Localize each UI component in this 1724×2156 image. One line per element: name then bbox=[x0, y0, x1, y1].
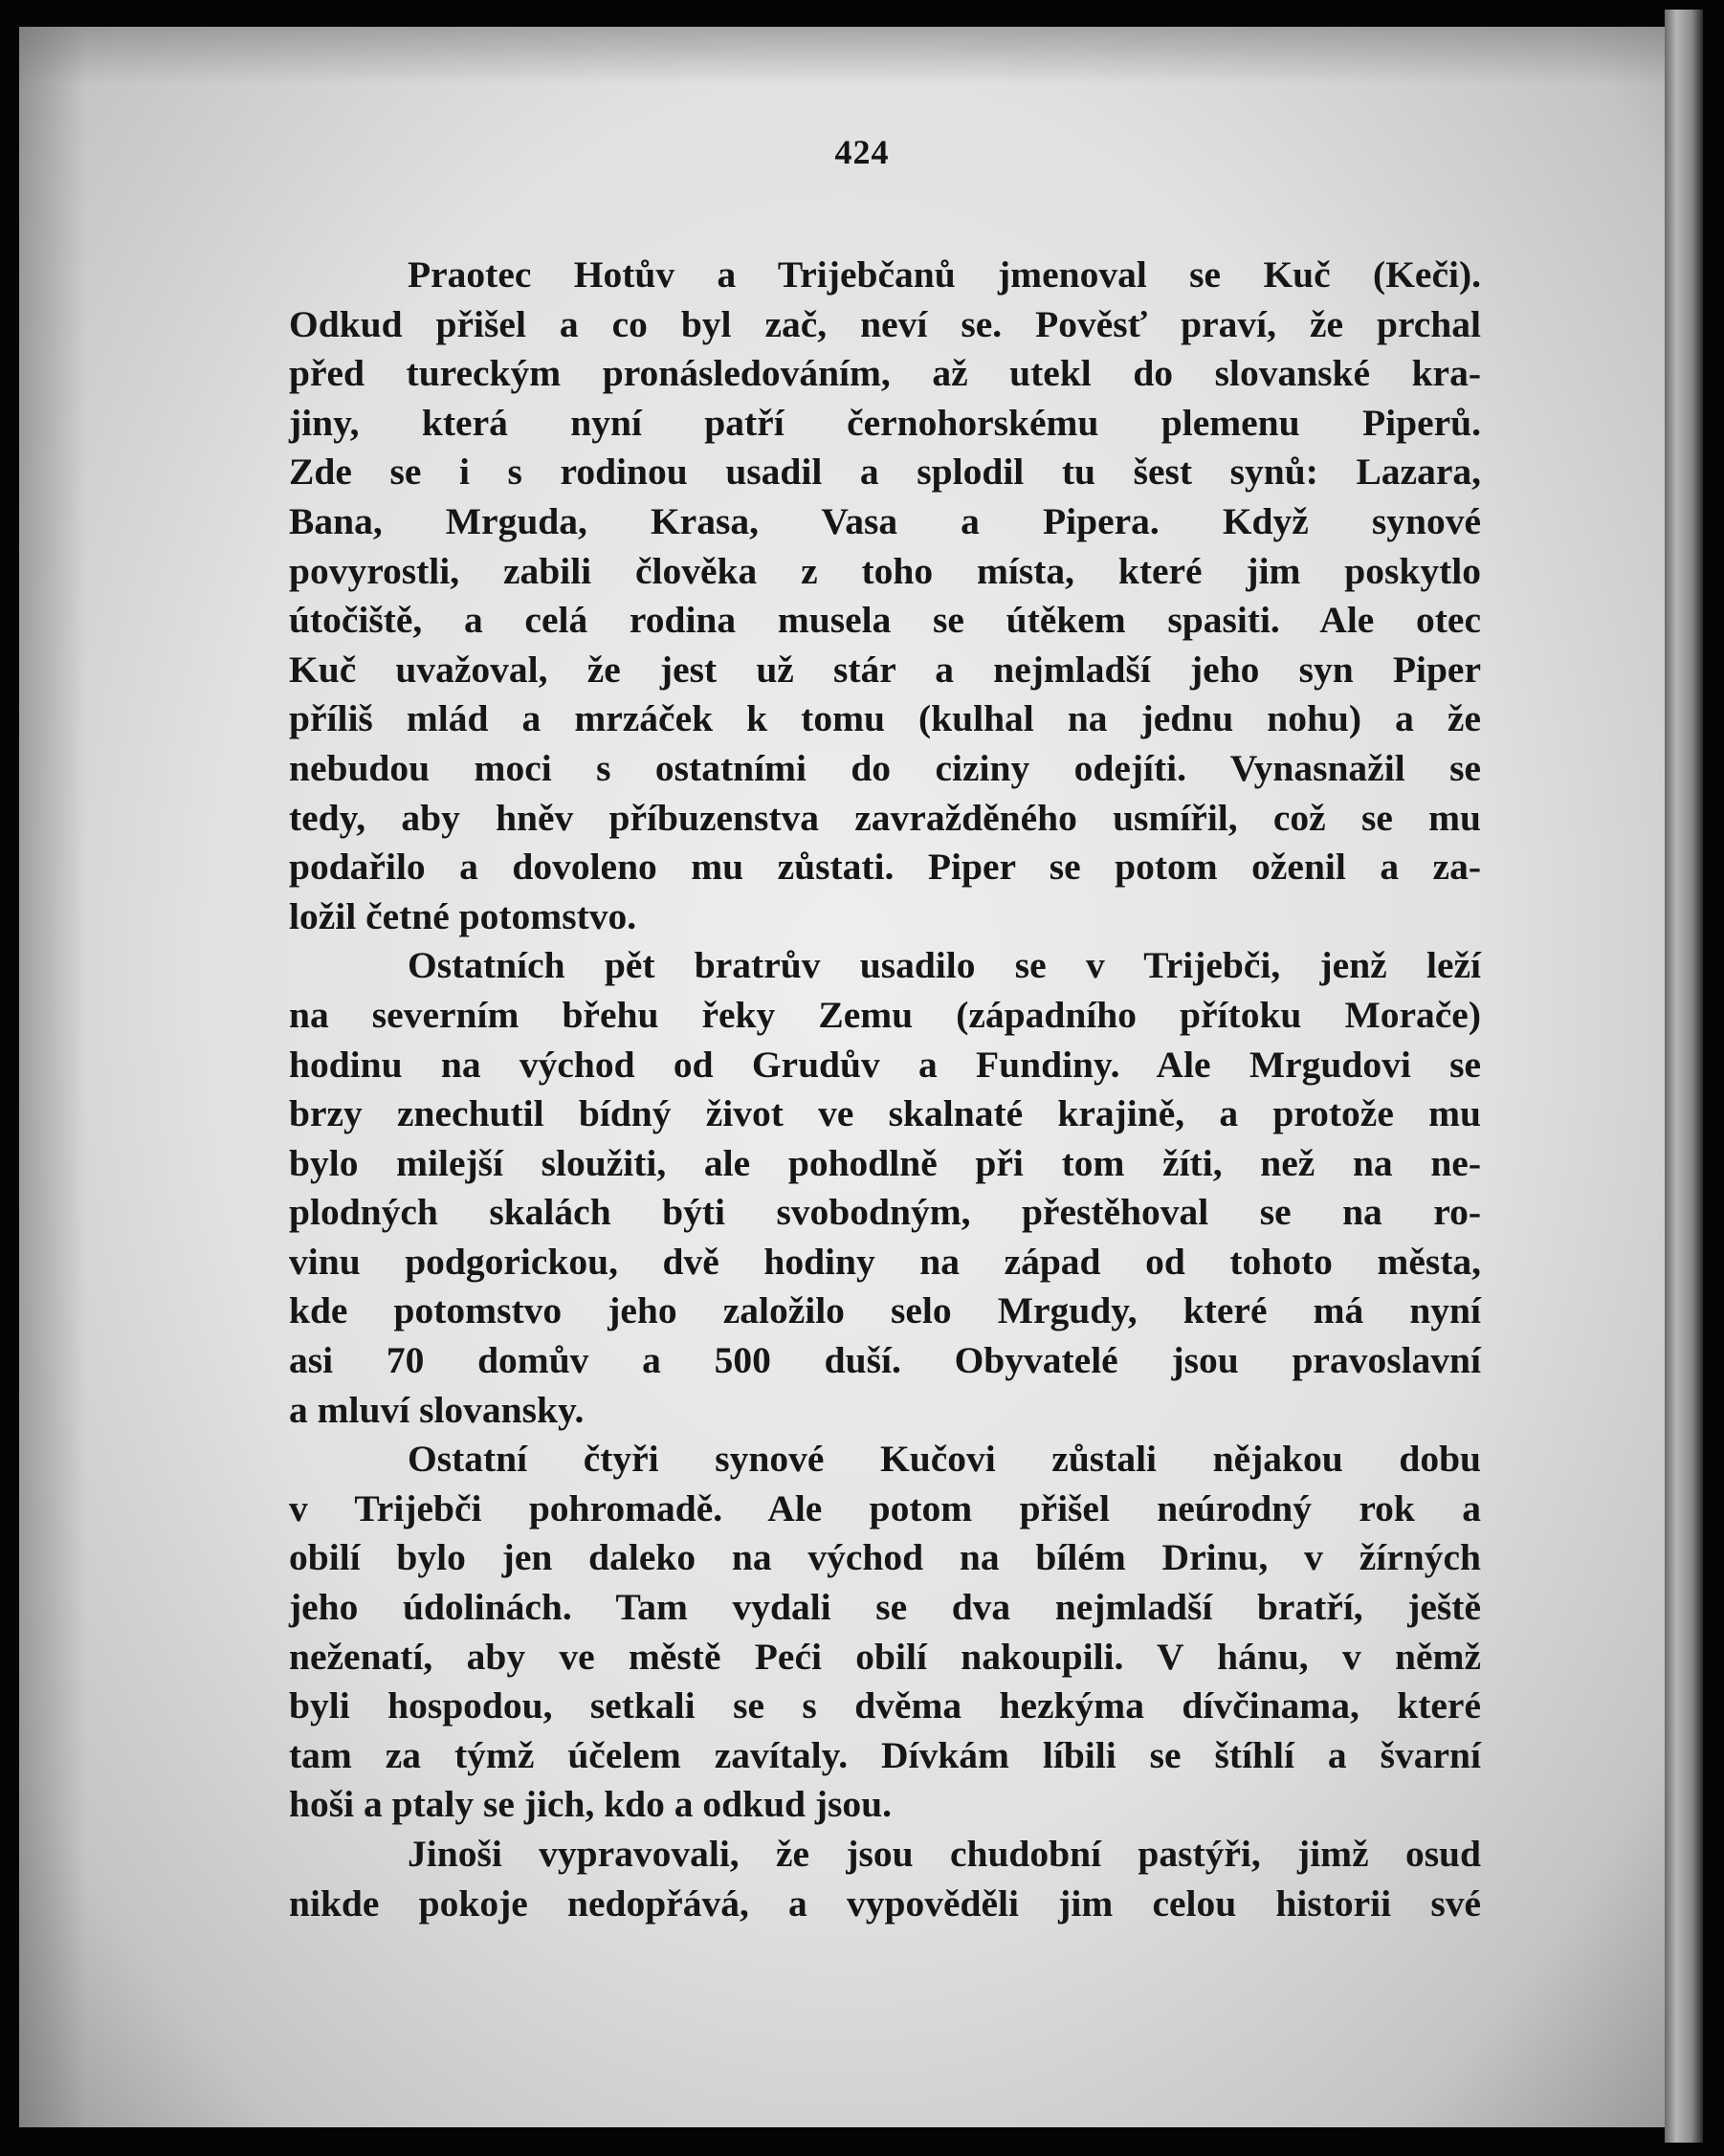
paragraph bbox=[289, 941, 1481, 1435]
text-line: neženatí, aby ve městě Peći obilí nakoupili. V hánu, v němž bbox=[289, 1635, 1481, 1678]
text-line: povyrostli, zabili člověka z toho místa, které jim poskytlo bbox=[289, 549, 1481, 592]
text-line: Kuč uvažoval, že jest už stár a nejmladší jeho syn Piper bbox=[289, 648, 1481, 691]
page-shadow-top bbox=[19, 27, 1665, 84]
text-line: hodinu na východ od Grudův a Fundiny. Ale Mrgudovi se bbox=[289, 1043, 1481, 1086]
text-line: hoši a ptaly se jich, kdo a odkud jsou. bbox=[289, 1783, 892, 1826]
text-line: plodných skalách býti svobodným, přestěhoval se na ro- bbox=[289, 1191, 1481, 1234]
page-shadow-left bbox=[19, 27, 86, 2127]
paragraph bbox=[289, 1830, 1481, 1928]
text-line: a mluví slovansky. bbox=[289, 1388, 585, 1431]
text-line: před tureckým pronásledováním, až utekl do slovanské kra- bbox=[289, 352, 1481, 395]
text-line: byli hospodou, setkali se s dvěma hezkýma dívčinama, které bbox=[289, 1684, 1481, 1727]
page-number: 424 bbox=[834, 133, 890, 171]
text-line: vinu podgorickou, dvě hodiny na západ od tohoto města, bbox=[289, 1240, 1481, 1283]
text-line: obilí bylo jen daleko na východ na bílém Drinu, v žírných bbox=[289, 1536, 1481, 1579]
text-line: Ostatních pět bratrův usadilo se v Trijebči, jenž leží bbox=[408, 944, 1481, 987]
text-line: brzy znechutil bídný život ve skalnaté krajině, a protože mu bbox=[289, 1092, 1481, 1135]
text-line: Odkud přišel a co byl zač, neví se. Pověsť praví, že prchal bbox=[289, 302, 1481, 345]
page-binding-edge bbox=[1665, 10, 1703, 2143]
text-line: jiny, která nyní patří černohorskému plemenu Piperů. bbox=[289, 401, 1481, 444]
text-line: útočiště, a celá rodina musela se útěkem spasiti. Ale otec bbox=[289, 599, 1481, 642]
text-line: Jinoši vypravovali, že jsou chudobní pastýři, jimž osud bbox=[408, 1833, 1481, 1875]
text-line: příliš mlád a mrzáček k tomu (kulhal na jednu nohu) a že bbox=[289, 697, 1481, 740]
paragraph bbox=[289, 1435, 1481, 1830]
text-line: ložil četné potomstvo. bbox=[289, 894, 637, 937]
text-line: asi 70 domův a 500 duší. Obyvatelé jsou pravoslavní bbox=[289, 1339, 1481, 1382]
text-line: tedy, aby hněv příbuzenstva zavražděného usmířil, což se mu bbox=[289, 796, 1481, 839]
body-text bbox=[289, 251, 1481, 1928]
text-line: Praotec Hotův a Trijebčanů jmenoval se Kuč (Keči). bbox=[408, 253, 1481, 296]
text-line: podařilo a dovoleno mu zůstati. Piper se potom oženil a za- bbox=[289, 846, 1481, 889]
text-line: bylo milejší sloužiti, ale pohodlně při tom žíti, než na ne- bbox=[289, 1141, 1481, 1184]
text-line: Ostatní čtyři synové Kučovi zůstali nějakou dobu bbox=[408, 1438, 1481, 1481]
text-line: Zde se i s rodinou usadil a splodil tu šest synů: Lazara, bbox=[289, 451, 1481, 494]
paragraph bbox=[289, 251, 1481, 941]
text-line: v Trijebči pohromadě. Ale potom přišel neúrodný rok a bbox=[289, 1486, 1481, 1529]
text-line: tam za týmž účelem zavítaly. Dívkám líbili se štíhlí a švarní bbox=[289, 1733, 1481, 1776]
text-line: Bana, Mrguda, Krasa, Vasa a Pipera. Když synové bbox=[289, 499, 1481, 542]
text-line: nebudou moci s ostatními do ciziny odejíti. Vynasnažil se bbox=[289, 746, 1481, 789]
text-line: kde potomstvo jeho založilo selo Mrgudy, které má nyní bbox=[289, 1289, 1481, 1332]
text-line: nikde pokoje nedopřává, a vypověděli jim celou historii své bbox=[289, 1881, 1481, 1925]
text-line: na severním břehu řeky Zemu (západního přítoku Morače) bbox=[289, 993, 1481, 1036]
text-line: jeho údolinách. Tam vydali se dva nejmladší bratří, ještě bbox=[289, 1586, 1481, 1629]
